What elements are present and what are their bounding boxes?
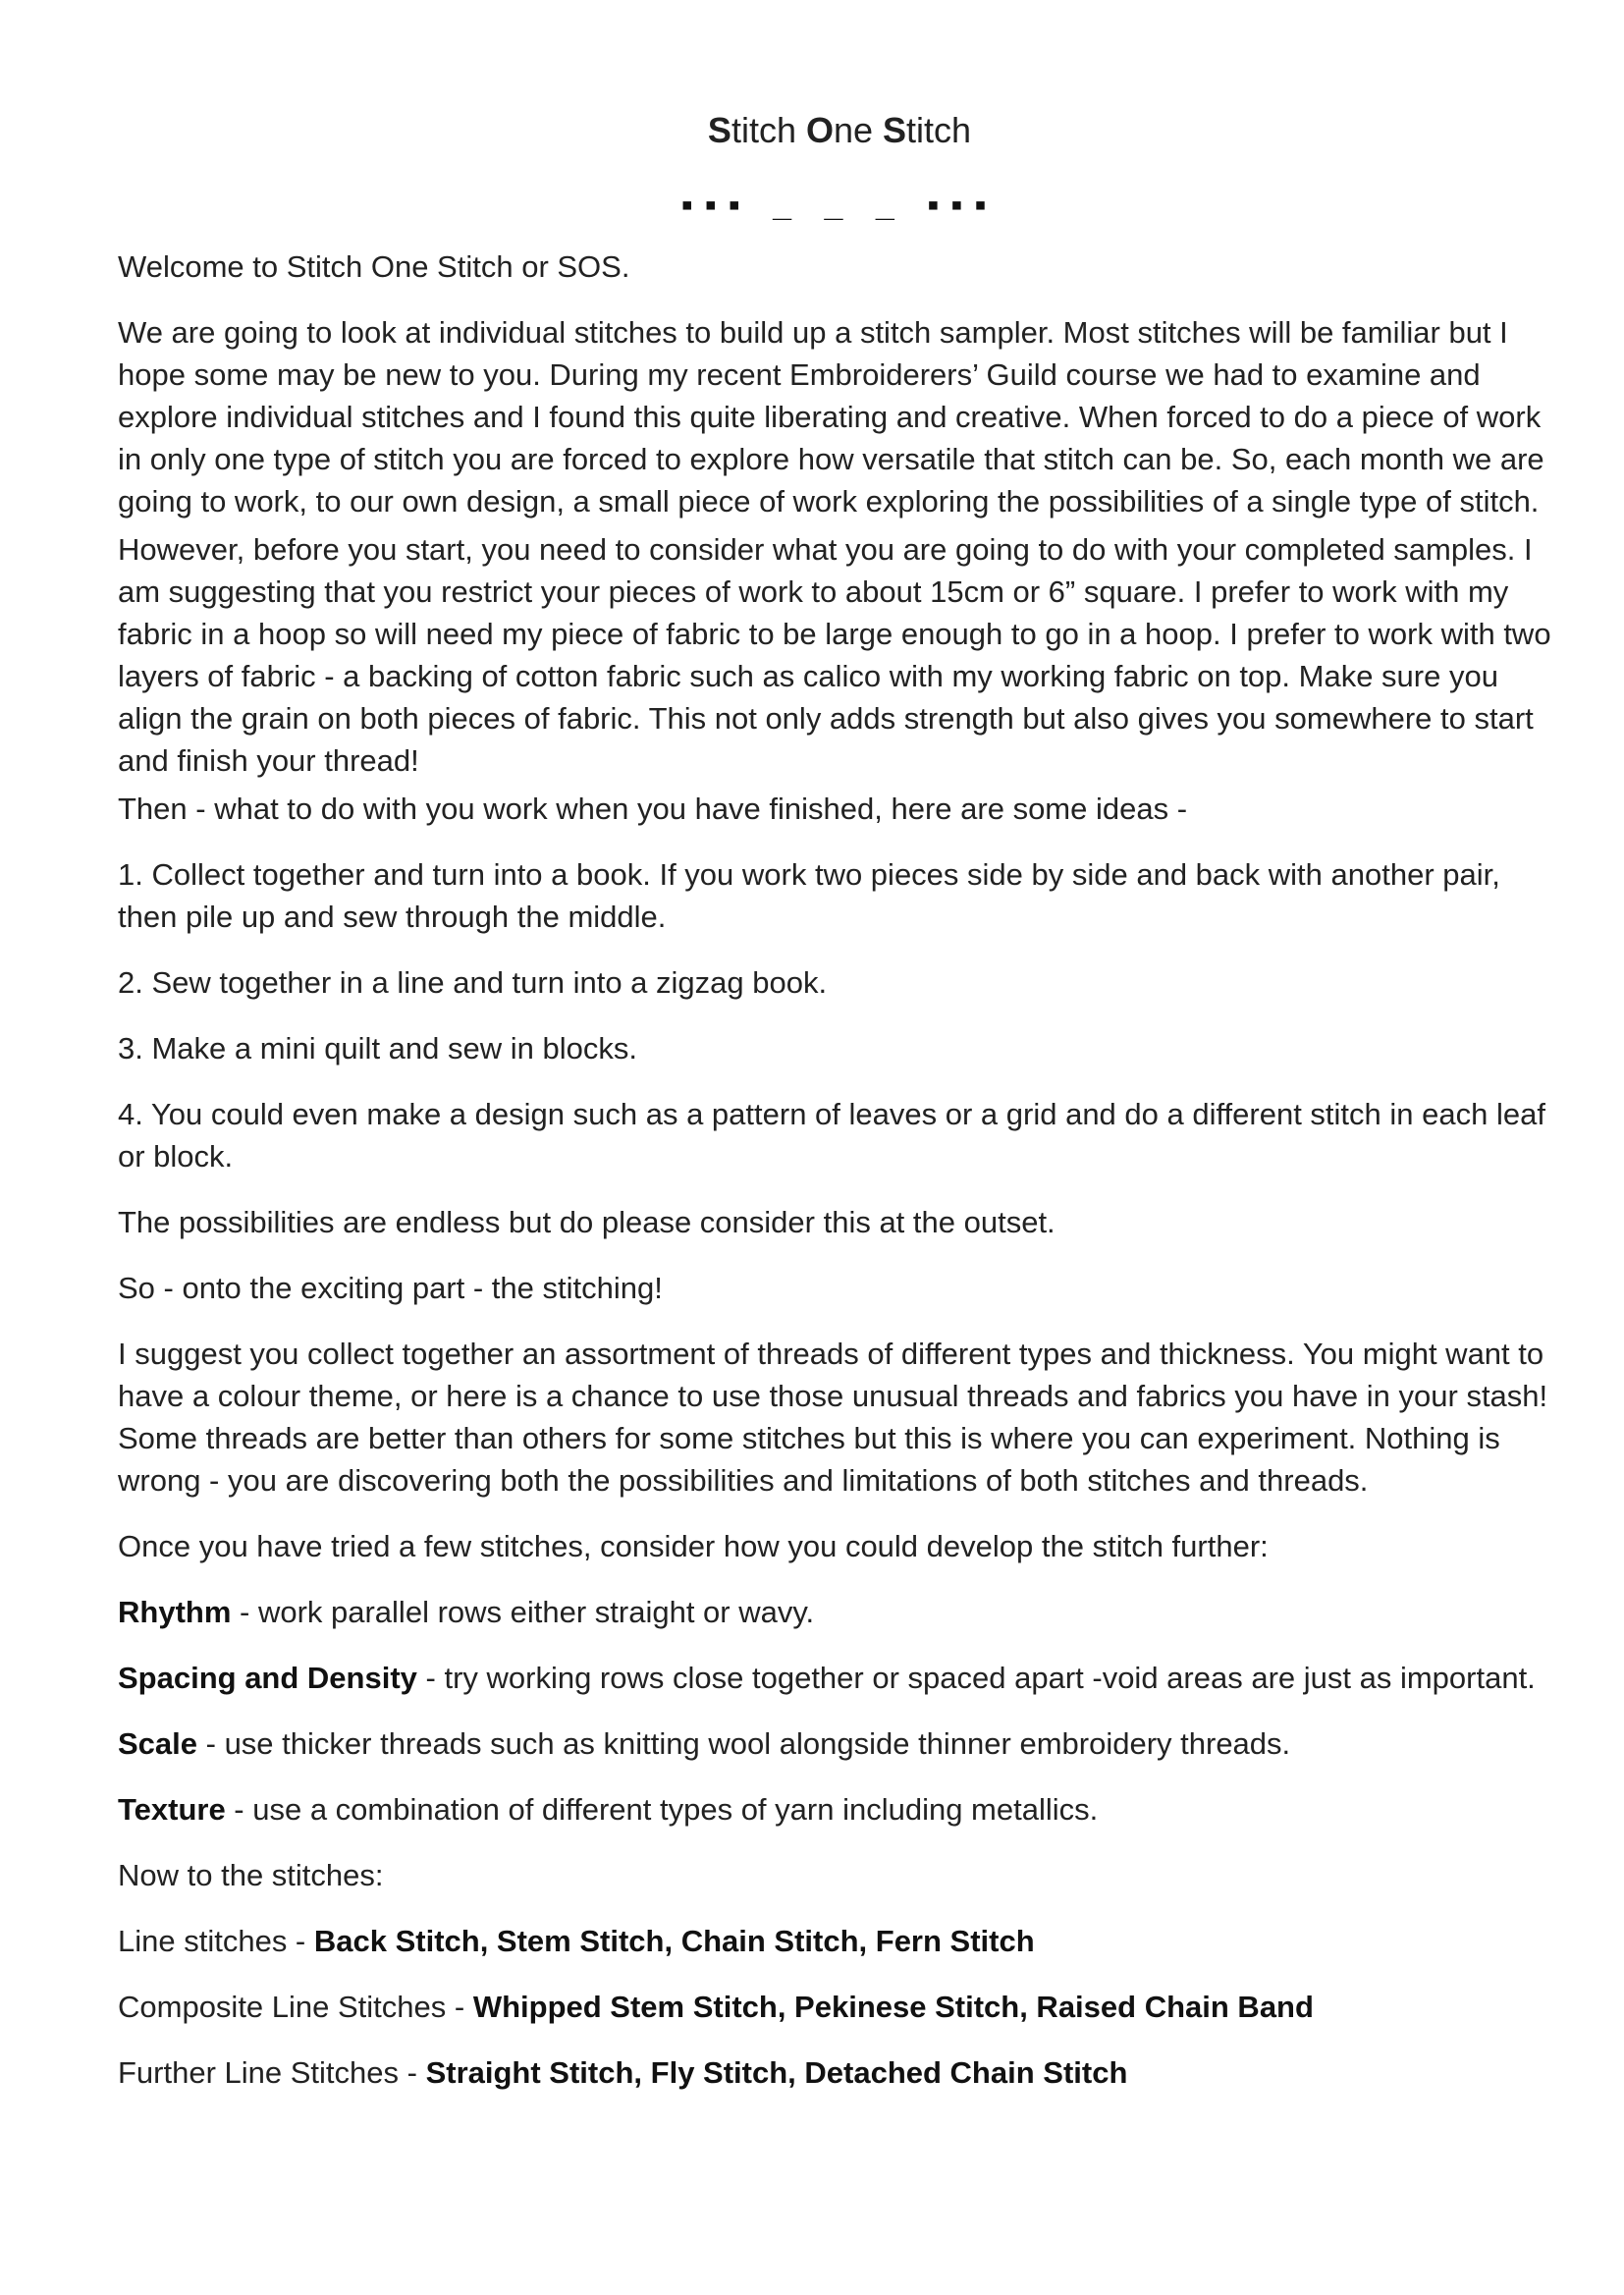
paragraph-develop: Once you have tried a few stitches, consider how you could develop the stitch further: [118, 1529, 1269, 1563]
title-initial-s: S [707, 110, 731, 150]
idea-item: 4. You could even make a design such as a pattern of leaves or a grid and do a different stitch in each leaf or block. [118, 1097, 1545, 1174]
development-item [118, 1657, 1561, 1699]
document-body [118, 246, 1561, 2117]
stitch-group-label: Composite Line Stitches - [118, 1990, 473, 2024]
development-text: - use thicker threads such as knitting wool alongside thinner embroidery threads. [197, 1726, 1291, 1761]
development-text: - work parallel rows either straight or wavy. [231, 1595, 815, 1629]
title-word-1: titch [731, 110, 806, 150]
idea-item: 3. Make a mini quilt and sew in blocks. [118, 1031, 637, 1066]
paragraph-ideas-intro: Then - what to do with you work when you have finished, here are some ideas - [118, 792, 1188, 826]
paragraph-before-you-start: However, before you start, you need to consider what you are going to do with your completed samples. I am suggesting that you restrict your pieces of work to about 15cm or 6” square. I prefer to work with my fabric in a hoop so will need my piece of fabric to be large enough to go in a hoop. I prefer to work with two layers of fabric - a backing of cotton fabric such as calico with my working fabric on top. Make sure you align the grain on both pieces of fabric. This not only adds strength but also gives you somewhere to start and finish your thread! [118, 532, 1551, 778]
development-item [118, 1591, 1561, 1633]
development-text: - try working rows close together or spaced apart -void areas are just as important. [416, 1661, 1536, 1695]
development-term: Texture [118, 1792, 226, 1827]
stitch-group [118, 2051, 1561, 2094]
stitch-group-list: Whipped Stem Stitch, Pekinese Stitch, Raised Chain Band [472, 1990, 1314, 2024]
page-title [118, 110, 1561, 151]
stitch-group-list: Back Stitch, Stem Stitch, Chain Stitch, Fern Stitch [313, 1924, 1035, 1958]
development-term: Scale [118, 1726, 198, 1761]
development-term: Spacing and Density [118, 1661, 417, 1695]
title-word-2: ne [833, 110, 884, 150]
stitch-group-label: Line stitches - [118, 1924, 314, 1958]
idea-item: 2. Sew together in a line and turn into a zigzag book. [118, 965, 828, 1000]
development-item [118, 1722, 1561, 1765]
title-initial-s2: S [883, 110, 907, 150]
stitch-group [118, 1920, 1561, 1962]
stitch-group-list: Straight Stitch, Fly Stitch, Detached Chain Stitch [425, 2055, 1128, 2090]
paragraph-threads: I suggest you collect together an assortment of threads of different types and thickness. You might want to have a colour theme, or here is a chance to use those unusual threads and fabrics you have in your stash! Some threads are better than others for some stitches but this is where you can experiment. Nothing is wrong - you are discovering both the possibilities and limitations of both stitches and threads. [118, 1337, 1548, 1498]
stitch-group-label: Further Line Stitches - [118, 2055, 426, 2090]
paragraph-stitches-intro: We are going to look at individual stitches to build up a stitch sampler. Most stitches will be familiar but I hope some may be new to you. During my recent Embroiderers’ Guild course we had to examine and explore individual stitches and I found this quite liberating and creative. When forced to do a piece of work in only one type of stitch you are forced to explore how versatile that stitch can be. So, each month we are going to work, to our own design, a small piece of work exploring the possibilities of a single type of stitch. [118, 315, 1544, 519]
stitch-group [118, 1986, 1561, 2028]
paragraph-now-to-stitches: Now to the stitches: [118, 1858, 384, 1892]
development-item [118, 1788, 1561, 1831]
development-text: - use a combination of different types of yarn including metallics. [225, 1792, 1099, 1827]
idea-item: 1. Collect together and turn into a book. If you work two pieces side by side and back with another pair, then pile up and sew through the middle. [118, 857, 1500, 934]
development-term: Rhythm [118, 1595, 232, 1629]
paragraph-exciting-part: So - onto the exciting part - the stitching! [118, 1271, 663, 1305]
title-initial-o: O [805, 110, 834, 150]
title-decoration: ▪▪▪ _ _ _ ▪▪▪ [680, 187, 999, 224]
paragraph-possibilities: The possibilities are endless but do please consider this at the outset. [118, 1205, 1056, 1239]
title-word-3: titch [906, 110, 972, 150]
intro-paragraph: Welcome to Stitch One Stitch or SOS. [118, 249, 630, 284]
